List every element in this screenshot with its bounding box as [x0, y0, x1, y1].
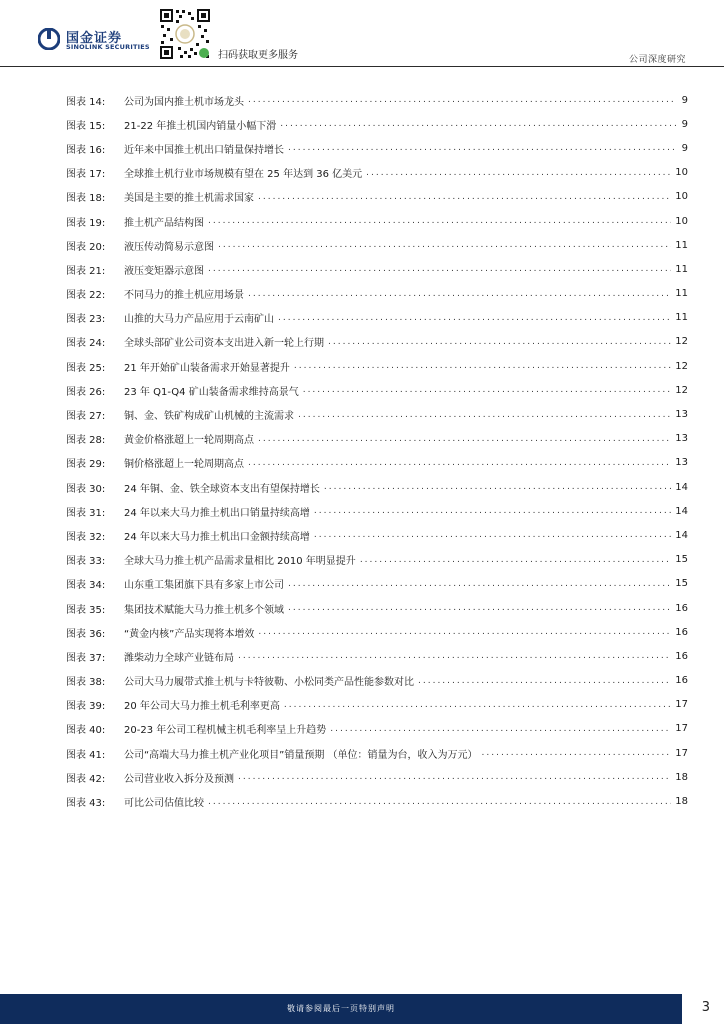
toc-entry-page: 10 — [675, 167, 688, 179]
toc-leader-dots — [278, 313, 671, 323]
toc-entry-label: 图表 42: — [66, 773, 106, 785]
toc-entry[interactable] — [66, 209, 688, 233]
toc-entry-title: 集团技术赋能大马力推土机多个领域 — [124, 604, 284, 616]
toc-entry-title: 24 年以来大马力推土机出口金额持续高增 — [124, 531, 310, 543]
toc-leader-dots — [288, 603, 671, 613]
toc-entry-label: 图表 41: — [66, 749, 106, 761]
toc-entry[interactable] — [66, 161, 688, 185]
toc-leader-dots — [360, 555, 671, 565]
toc-entry[interactable] — [66, 765, 688, 789]
toc-leader-dots — [294, 361, 671, 371]
figure-list — [66, 88, 688, 814]
toc-entry[interactable] — [66, 378, 688, 402]
toc-entry-label: 图表 34: — [66, 580, 106, 592]
toc-entry-title: 全球头部矿业公司资本支出进入新一轮上行期 — [124, 338, 324, 350]
toc-entry-title: 20 年公司大马力推土机毛利率更高 — [124, 701, 280, 713]
toc-entry-page: 16 — [675, 650, 688, 662]
sinolink-logo — [38, 26, 158, 54]
toc-entry-label: 图表 24: — [66, 338, 106, 350]
toc-entry-page: 16 — [675, 626, 688, 638]
toc-entry[interactable] — [66, 693, 688, 717]
toc-entry-page: 12 — [675, 336, 688, 348]
toc-entry-page: 9 — [681, 118, 688, 130]
toc-entry-title: 山东重工集团旗下具有多家上市公司 — [124, 580, 284, 592]
toc-entry-label: 图表 17: — [66, 169, 106, 181]
toc-entry-title: 黄金价格涨超上一轮周期高点 — [124, 435, 254, 447]
toc-entry-page: 13 — [675, 433, 688, 445]
toc-entry-page: 11 — [675, 288, 688, 300]
toc-entry-page: 12 — [675, 360, 688, 372]
toc-entry[interactable] — [66, 572, 688, 596]
toc-entry[interactable] — [66, 596, 688, 620]
toc-entry-label: 图表 16: — [66, 144, 106, 156]
toc-entry-title: 不同马力的推土机应用场景 — [124, 290, 244, 302]
toc-leader-dots — [208, 797, 671, 807]
toc-entry-label: 图表 35: — [66, 604, 106, 616]
toc-entry-label: 图表 31: — [66, 507, 106, 519]
toc-entry-page: 12 — [675, 384, 688, 396]
toc-entry-page: 17 — [675, 747, 688, 759]
toc-entry-page: 14 — [675, 481, 688, 493]
toc-entry[interactable] — [66, 669, 688, 693]
sinolink-logo-mark-icon — [38, 28, 60, 50]
toc-entry-label: 图表 15: — [66, 120, 106, 132]
toc-entry-page: 16 — [675, 602, 688, 614]
toc-leader-dots — [418, 676, 671, 686]
toc-entry-page: 11 — [675, 263, 688, 275]
toc-leader-dots — [258, 192, 671, 202]
toc-entry[interactable] — [66, 136, 688, 160]
toc-leader-dots — [314, 530, 671, 540]
logo-english-name: SINOLINK SECURITIES — [66, 43, 150, 51]
toc-entry-title: 潍柴动力全球产业链布局 — [124, 652, 234, 664]
toc-entry-label: 图表 43: — [66, 798, 106, 810]
toc-entry-title: “黄金内核”产品实现将本增效 — [124, 628, 255, 640]
toc-entry-page: 18 — [675, 771, 688, 783]
toc-entry[interactable] — [66, 475, 688, 499]
toc-entry-label: 图表 21: — [66, 265, 106, 277]
toc-leader-dots — [284, 700, 671, 710]
toc-entry-label: 图表 29: — [66, 459, 106, 471]
toc-entry-title: 21-22 年推土机国内销量小幅下滑 — [124, 120, 277, 132]
toc-leader-dots — [208, 216, 671, 226]
toc-entry-title: 公司营业收入拆分及预测 — [124, 773, 234, 785]
toc-leader-dots — [218, 240, 671, 250]
toc-entry-label: 图表 25: — [66, 362, 106, 374]
toc-leader-dots — [328, 337, 671, 347]
toc-entry-page: 16 — [675, 675, 688, 687]
toc-entry-title: 21 年开始矿山装备需求开始显著提升 — [124, 362, 290, 374]
toc-entry-page: 14 — [675, 505, 688, 517]
page-footer — [0, 994, 724, 1024]
toc-entry-title: 液压传动简易示意图 — [124, 241, 214, 253]
toc-entry-page: 14 — [675, 529, 688, 541]
toc-entry[interactable] — [66, 427, 688, 451]
toc-leader-dots — [288, 579, 671, 589]
toc-leader-dots — [258, 627, 671, 637]
toc-entry[interactable] — [66, 402, 688, 426]
toc-leader-dots — [288, 143, 676, 153]
toc-entry-page: 15 — [675, 578, 688, 590]
toc-leader-dots — [324, 482, 671, 492]
toc-leader-dots — [482, 748, 672, 758]
page-header — [0, 0, 724, 68]
toc-entry[interactable] — [66, 354, 688, 378]
toc-entry-label: 图表 14: — [66, 96, 106, 108]
toc-entry-label: 图表 22: — [66, 290, 106, 302]
toc-entry-label: 图表 23: — [66, 314, 106, 326]
toc-leader-dots — [330, 724, 671, 734]
toc-leader-dots — [298, 410, 671, 420]
toc-entry-label: 图表 20: — [66, 241, 106, 253]
toc-entry-label: 图表 28: — [66, 435, 106, 447]
document-type: 公司深度研究 — [628, 55, 686, 65]
toc-entry[interactable] — [66, 88, 688, 112]
toc-entry-page: 13 — [675, 457, 688, 469]
toc-entry-title: 铜价格涨超上一轮周期高点 — [124, 459, 244, 471]
toc-entry-title: 推土机产品结构图 — [124, 217, 204, 229]
toc-entry-title: 公司“高端大马力推土机产业化项目”销量预期 （单位：销量为台，收入为万元） — [124, 749, 478, 761]
header-divider — [0, 66, 724, 67]
toc-entry-label: 图表 27: — [66, 411, 106, 423]
toc-entry-label: 图表 38: — [66, 677, 106, 689]
toc-entry-title: 全球推土机行业市场规模有望在 25 年达到 36 亿美元 — [124, 169, 363, 181]
toc-entry[interactable] — [66, 451, 688, 475]
toc-leader-dots — [248, 95, 676, 105]
toc-entry[interactable] — [66, 330, 688, 354]
toc-entry[interactable] — [66, 717, 688, 741]
toc-entry-page: 15 — [675, 554, 688, 566]
toc-entry[interactable] — [66, 282, 688, 306]
toc-entry-title: 公司为国内推土机市场龙头 — [124, 96, 244, 108]
toc-entry[interactable] — [66, 306, 688, 330]
toc-entry[interactable] — [66, 741, 688, 765]
toc-entry-title: 液压变矩器示意图 — [124, 265, 204, 277]
toc-entry-title: 20-23 年公司工程机械主机毛利率呈上升趋势 — [124, 725, 327, 737]
toc-entry-label: 图表 30: — [66, 483, 106, 495]
toc-leader-dots — [280, 119, 676, 129]
toc-entry-title: 近年来中国推土机出口销量保持增长 — [124, 144, 284, 156]
toc-entry-title: 24 年铜、金、铁全球资本支出有望保持增长 — [124, 483, 320, 495]
toc-leader-dots — [248, 458, 671, 468]
toc-entry[interactable] — [66, 257, 688, 281]
toc-entry-page: 9 — [681, 94, 688, 106]
toc-entry-title: 全球大马力推土机产品需求量相比 2010 年明显提升 — [124, 556, 356, 568]
toc-entry-title: 美国是主要的推土机需求国家 — [124, 193, 254, 205]
toc-entry-page: 10 — [675, 191, 688, 203]
toc-entry-title: 山推的大马力产品应用于云南矿山 — [124, 314, 274, 326]
toc-entry[interactable] — [66, 620, 688, 644]
page-number: 3 — [701, 1000, 710, 1015]
toc-entry-label: 图表 36: — [66, 628, 106, 640]
toc-entry-title: 可比公司估值比较 — [124, 798, 204, 810]
toc-entry-page: 11 — [675, 312, 688, 324]
toc-entry[interactable] — [66, 789, 688, 813]
toc-entry-page: 13 — [675, 409, 688, 421]
toc-leader-dots — [238, 651, 671, 661]
toc-entry-page: 18 — [675, 796, 688, 808]
toc-entry-page: 11 — [675, 239, 688, 251]
toc-entry-label: 图表 40: — [66, 725, 106, 737]
toc-entry-title: 公司大马力履带式推土机与卡特彼勒、小松同类产品性能参数对比 — [124, 677, 414, 689]
toc-entry-label: 图表 33: — [66, 556, 106, 568]
qr-code-icon[interactable] — [158, 7, 212, 61]
toc-entry-page: 9 — [681, 142, 688, 154]
toc-leader-dots — [238, 772, 671, 782]
toc-entry[interactable] — [66, 112, 688, 136]
toc-entry-label: 图表 18: — [66, 193, 106, 205]
toc-entry[interactable] — [66, 644, 688, 668]
toc-entry[interactable] — [66, 185, 688, 209]
qr-caption: 扫码获取更多服务 — [218, 50, 298, 61]
toc-entry-label: 图表 37: — [66, 652, 106, 664]
toc-entry-label: 图表 32: — [66, 531, 106, 543]
toc-entry-title: 铜、金、铁矿构成矿山机械的主流需求 — [124, 411, 294, 423]
toc-entry-title: 24 年以来大马力推土机出口销量持续高增 — [124, 507, 310, 519]
toc-entry[interactable] — [66, 548, 688, 572]
toc-leader-dots — [248, 289, 671, 299]
toc-leader-dots — [303, 385, 672, 395]
toc-leader-dots — [366, 168, 671, 178]
toc-entry-page: 10 — [675, 215, 688, 227]
toc-entry-label: 图表 26: — [66, 386, 106, 398]
toc-entry-label: 图表 39: — [66, 701, 106, 713]
toc-entry-page: 17 — [675, 699, 688, 711]
toc-leader-dots — [258, 434, 671, 444]
toc-leader-dots — [208, 264, 671, 274]
toc-entry[interactable] — [66, 233, 688, 257]
toc-leader-dots — [314, 506, 671, 516]
logo-chinese-name: 国金证券 — [66, 31, 123, 46]
footer-disclaimer: 敬请参阅最后一页特别声明 — [287, 1004, 395, 1013]
toc-entry-page: 17 — [675, 723, 688, 735]
toc-entry-title: 23 年 Q1-Q4 矿山装备需求维持高景气 — [124, 386, 299, 398]
toc-entry-label: 图表 19: — [66, 217, 106, 229]
toc-entry[interactable] — [66, 499, 688, 523]
toc-entry[interactable] — [66, 523, 688, 547]
